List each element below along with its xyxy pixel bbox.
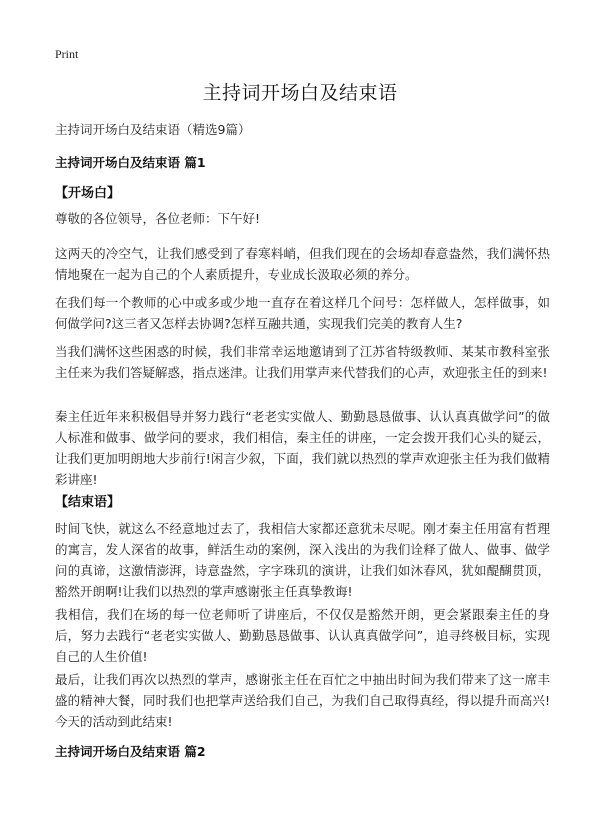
page-title: 主持词开场白及结束语	[202, 82, 398, 104]
opening-paragraph-3: 在我们每一个教师的心中或多或少地一直存在着这样几个问号：怎样做人，怎样做事，如何做学问?这三者又怎样去协调?怎样互融共通，实现我们完美的教育人生?	[55, 295, 550, 331]
closing-paragraph-2: 我相信，我们在场的每一位老师听了讲座后，不仅仅是豁然开朗，更会紧跟秦主任的身后，努力去践行“老老实实做人、勤勤恳恳做事、认认真真做学问”，追寻终极目标，实现自己的人生价值!	[55, 607, 550, 664]
section-heading-1: 主持词开场白及结束语 篇1	[55, 155, 206, 170]
opening-paragraph-4: 当我们满怀这些困惑的时候，我们非常幸运地邀请到了江苏省特级教师、某某市教科室张主任来为我们答疑解惑，指点迷津。让我们用掌声来代替我们的心声，欢迎张主任的到来!	[55, 344, 550, 380]
opening-paragraph-2: 这两天的冷空气，让我们感受到了春寒料峭，但我们现在的会场却春意盎然，我们满怀热情地聚在一起为自己的个人素质提升，专业成长汲取必须的养分。	[55, 246, 550, 282]
print-link[interactable]: Print	[55, 47, 79, 61]
article-subtitle: 主持词开场白及结束语（精选9篇）	[55, 122, 251, 137]
opening-paragraph-1: 尊敬的各位领导，各位老师：下午好!	[55, 211, 261, 226]
opening-paragraph-5: 秦主任近年来积极倡导并努力践行“老老实实做人、勤勤恳恳做事、认认真真做学问”的做人标准和做事、做学问的要求，我们相信，秦主任的讲座，一定会拨开我们心头的疑云，让我们更加明朗地大步前行!闲言少叙，下面，我们就以热烈的掌声欢迎张主任为我们做精彩讲座!	[55, 409, 550, 487]
section-heading-2: 主持词开场白及结束语 篇2	[55, 744, 206, 759]
closing-paragraph-3: 最后，让我们再次以热烈的掌声，感谢张主任在百忙之中抽出时间为我们带来了这一席丰盛的精神大餐，同时我们也把掌声送给我们自己，为我们自己取得真经，得以提升而高兴!今天的活动到此结束!	[55, 672, 550, 729]
closing-heading: 【结束语】	[55, 495, 121, 510]
opening-heading: 【开场白】	[55, 186, 121, 201]
closing-paragraph-1: 时间飞快，就这么不经意地过去了，我相信大家都还意犹未尽呢。刚才秦主任用富有哲理的寓言，发人深省的故事，鲜活生动的案例，深入浅出的为我们诠释了做人、做事、做学问的真谛，这激情澎湃，诗意盎然，字字珠玑的演讲，让我们如沐春风，犹如醍醐贯顶，豁然开朗啊!让我们以热烈的掌声感谢张主任真挚教诲!	[55, 521, 550, 599]
